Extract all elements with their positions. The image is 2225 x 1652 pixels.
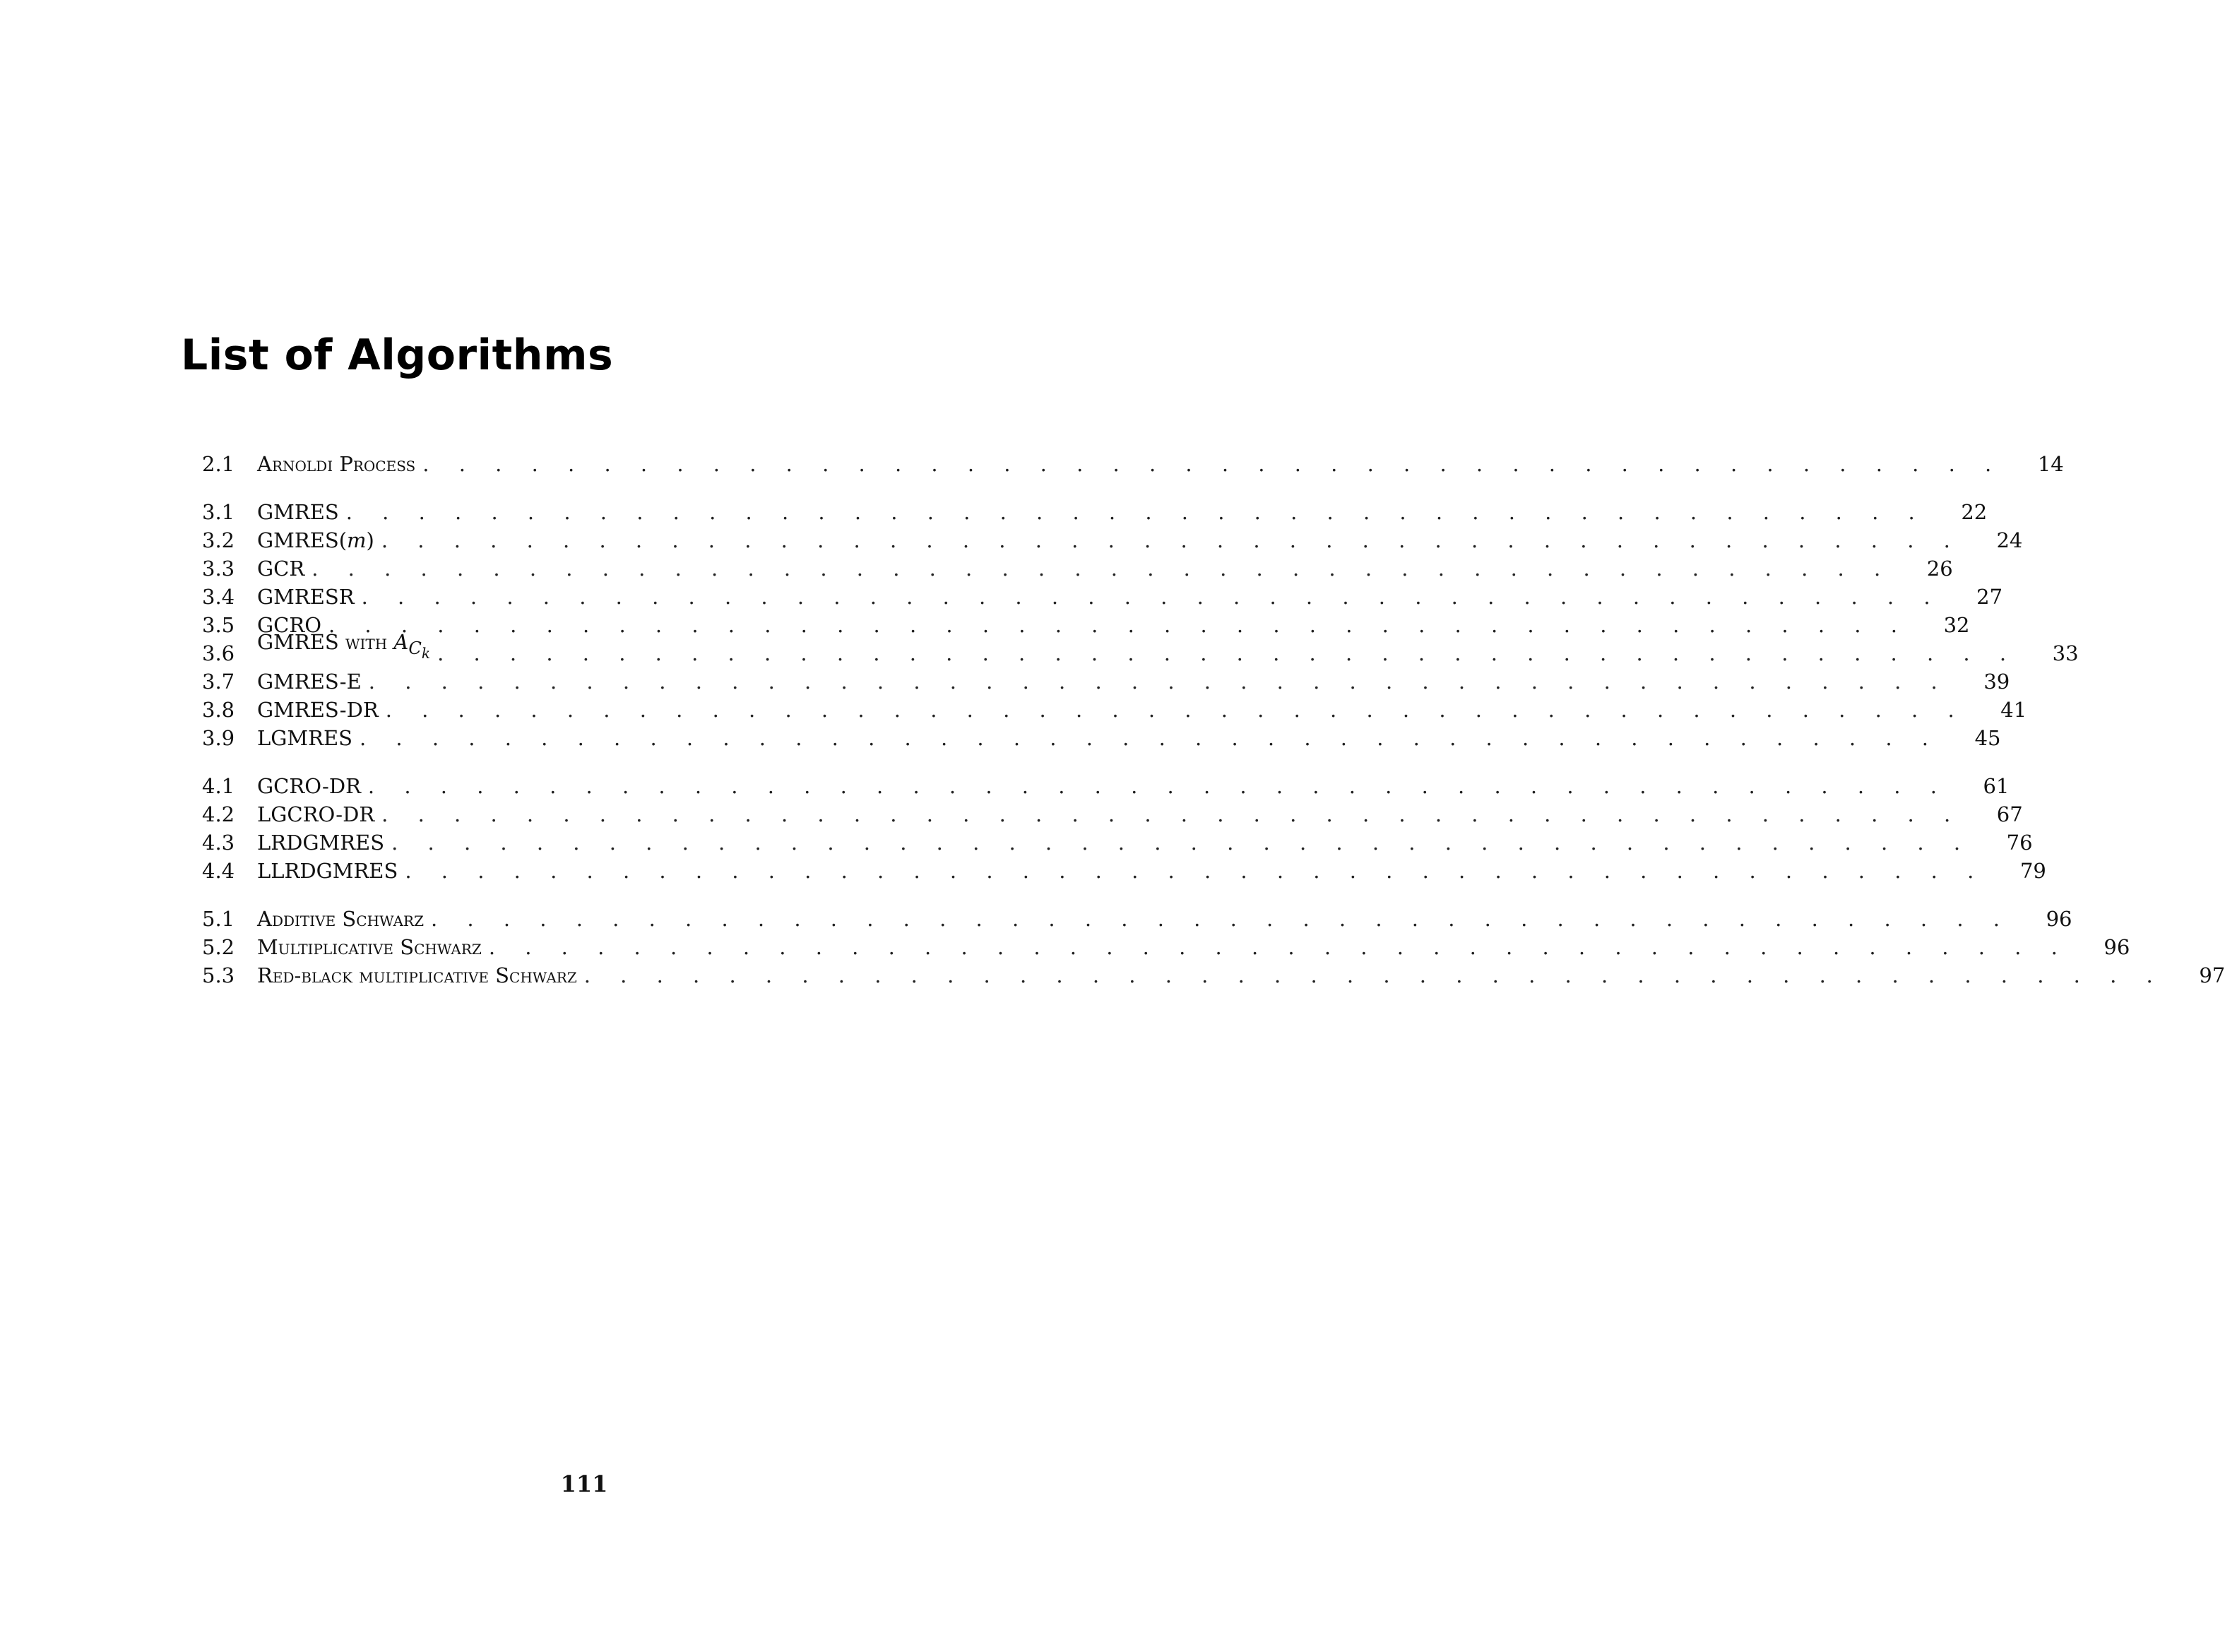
entry-page: 32 [1943,613,1970,637]
entry-title: GMRES [257,500,339,524]
chapter-4-group [202,772,2046,885]
entry-title: LGCRO-DR [257,802,375,826]
dot-leader: . . . . . . . . . . . . . . . . . . . . . . . . . . . . . . . . . . . . . . . . . . . . [385,698,1966,722]
entry-number: 4.2 [202,802,235,826]
entry-title: Multiplicative Schwarz [257,935,482,959]
entry-page: 79 [2019,859,2046,883]
dot-leader: . . . . . . . . . . . . . . . . . . . . . . . . . . . . . . . . . . . . . . . . . . . . [367,774,1949,798]
list-entry[interactable] [202,828,2033,857]
list-entry[interactable] [202,857,2046,885]
entry-number: 3.6 [202,641,235,665]
page-number: 111 [560,1470,608,1497]
dot-leader: . . . . . . . . . . . . . . . . . . . . . . . . . . . . . . . . . . . . . . . . . . . . [391,831,1972,855]
list-entry[interactable] [202,526,2023,554]
entry-title: GCRO [257,613,321,637]
entry-number: 3.4 [202,585,235,609]
algorithm-list [202,450,2225,1009]
dot-leader: . . . . . . . . . . . . . . . . . . . . . . . . . . . . . . . . . . . . . . . . . . . . [431,907,2012,931]
dot-leader: . . . . . . . . . . . . . . . . . . . . . . . . . . . . . . . . . . . . . . . . . . . . [368,670,1950,694]
entry-page: 33 [2052,641,2079,665]
entry-page: 24 [1996,528,2023,552]
entry-number: 4.1 [202,774,235,798]
entry-page: 27 [1976,585,2003,609]
entry-number: 5.1 [202,907,235,931]
entry-page: 14 [2037,452,2064,476]
dot-leader: . . . . . . . . . . . . . . . . . . . . . . . . . . . . . . . . . . . . . . . . . . . . [360,726,1940,750]
entry-number: 3.7 [202,670,235,694]
dot-leader: . . . . . . . . . . . . . . . . . . . . . . . . . . . . . . . . . . . . . . . . . . . . [345,500,1927,524]
dot-leader: . . . . . . . . . . . . . . . . . . . . . . . . . . . . . . . . . . . . . . . . . . . . [381,528,1962,552]
entry-title: GMRES-E [257,670,362,694]
list-entry[interactable] [202,933,2130,961]
list-entry[interactable] [202,800,2023,828]
entry-title: GMRES-DR [257,698,379,722]
entry-number: 3.5 [202,613,235,637]
entry-number: 3.3 [202,557,235,581]
entry-title: LLRDGMRES [257,859,398,883]
entry-page: 67 [1996,802,2023,826]
dot-leader: . . . . . . . . . . . . . . . . . . . . . . . . . . . . . . . . . . . . . . . . . . . . [381,802,1962,826]
entry-number: 5.2 [202,935,235,959]
chapter-2-group [202,450,2064,478]
dot-leader: . . . . . . . . . . . . . . . . . . . . . . . . . . . . . . . . . . . . . . . . . . . . [405,859,1986,883]
dot-leader: . . . . . . . . . . . . . . . . . . . . . . . . . . . . . . . . . . . . . . . . . . . . [328,613,1909,637]
entry-title: LGMRES [257,726,352,750]
list-entry[interactable] [202,667,2010,696]
list-entry[interactable] [202,554,1953,583]
entry-page: 61 [1983,774,2010,798]
entry-title: Arnoldi Process [257,452,416,476]
entry-page: 45 [1974,726,2001,750]
entry-title: GCR [257,557,305,581]
list-entry[interactable] [202,696,2027,724]
dot-leader: . . . . . . . . . . . . . . . . . . . . . . . . . . . . . . . . . . . . . . . . . . . . [583,963,2165,987]
list-entry[interactable] [202,450,2064,478]
list-entry[interactable] [202,583,2003,611]
entry-number: 3.8 [202,698,235,722]
entry-number: 3.9 [202,726,235,750]
dot-leader: . . . . . . . . . . . . . . . . . . . . . . . . . . . . . . . . . . . . . . . . . . . . [422,452,2003,476]
dot-leader: . . . . . . . . . . . . . . . . . . . . . . . . . . . . . . . . . . . . . . . . . . . . [312,557,1892,581]
entry-title: GMRESR [257,585,355,609]
entry-page: 97 [2199,963,2225,987]
entry-title: GMRES(m) [257,528,374,552]
entry-number: 4.3 [202,831,235,855]
entry-page: 76 [2006,831,2033,855]
chapter-3-group [202,498,2079,752]
entry-title: LRDGMRES [257,831,385,855]
entry-number: 3.2 [202,528,235,552]
entry-page: 96 [2046,907,2072,931]
entry-page: 26 [1926,557,1953,581]
list-entry[interactable] [202,905,2072,933]
entry-page: 39 [1983,670,2010,694]
dot-leader: . . . . . . . . . . . . . . . . . . . . . . . . . . . . . . . . . . . . . . . . . . . . [437,641,2018,665]
list-entry[interactable] [202,630,2079,667]
entry-number: 3.1 [202,500,235,524]
list-entry[interactable] [202,961,2225,990]
entry-title: Red-black multiplicative Schwarz [257,963,577,987]
entry-page: 96 [2104,935,2130,959]
list-entry[interactable] [202,724,2001,752]
page-title: List of Algorithms [181,331,614,380]
chapter-5-group [202,905,2225,990]
entry-title: GCRO-DR [257,774,361,798]
dot-leader: . . . . . . . . . . . . . . . . . . . . . . . . . . . . . . . . . . . . . . . . . . . . [361,585,1942,609]
entry-number: 2.1 [202,452,235,476]
entry-page: 22 [1961,500,1988,524]
entry-title: GMRES with $A_{C_k}$ [257,630,431,662]
list-entry[interactable] [202,772,2010,800]
list-entry[interactable] [202,498,1988,526]
entry-number: 4.4 [202,859,235,883]
entry-number: 5.3 [202,963,235,987]
dot-leader: . . . . . . . . . . . . . . . . . . . . . . . . . . . . . . . . . . . . . . . . . . . . [488,935,2070,959]
entry-title: Additive Schwarz [257,907,424,931]
entry-page: 41 [2000,698,2027,722]
